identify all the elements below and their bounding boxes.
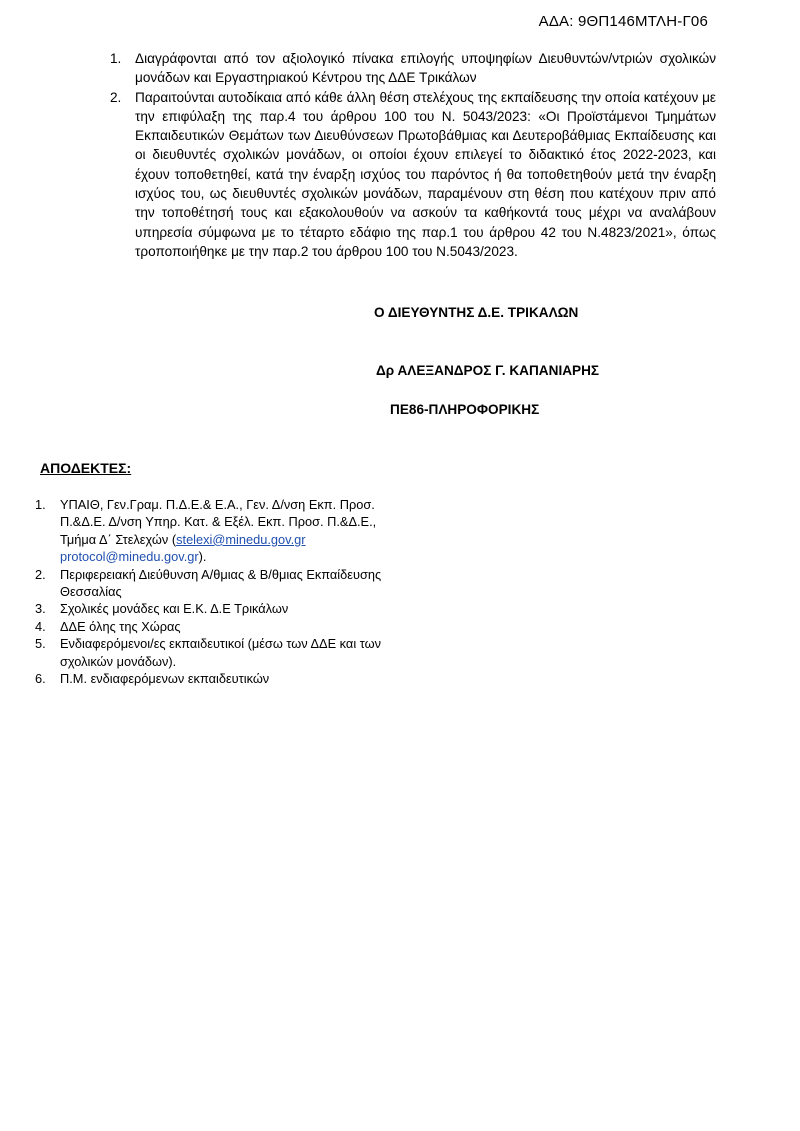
recipient-number: 5. xyxy=(35,636,46,652)
recipient-item xyxy=(35,496,390,566)
signatory-name: Δρ ΑΛΕΞΑΝΔΡΟΣ Γ. ΚΑΠΑΝΙΑΡΗΣ xyxy=(376,363,600,378)
recipient-text: Σχολικές μονάδες και Ε.Κ. Δ.Ε Τρικάλων xyxy=(60,601,289,617)
decision-item-number: 2. xyxy=(110,89,122,105)
recipient-item xyxy=(35,670,390,687)
decision-item xyxy=(110,88,716,262)
decision-item xyxy=(110,49,716,88)
recipient-number: 1. xyxy=(35,497,46,512)
signatory-role: Ο ΔΙΕΥΘΥΝΤΗΣ Δ.Ε. ΤΡΙΚΑΛΩΝ xyxy=(374,305,579,320)
recipient-item xyxy=(35,566,390,601)
recipient-number: 3. xyxy=(35,601,46,617)
recipient-item xyxy=(35,600,390,617)
email-link-protocol[interactable]: protocol@minedu.gov.gr xyxy=(60,549,199,565)
recipient-line: Τμήμα Δ΄ Στελεχών ( xyxy=(60,531,177,547)
decision-item-text: Παραιτούνται αυτοδίκαια από κάθε άλλη θέση στελέχους της εκπαίδευσης την οποία κατέχουν με την επιφύλαξη της παρ.4 του άρθρου 100 του Ν. 5043/2023: «Οι Προϊστάμενοι Τμημάτων Εκπαιδευτικών Θεμάτων των Διευθύνσεων Πρωτοβάθμιας και Δευτεροβάθμιας Εκπαίδευσης και οι διευθυντές σχολικών μονάδων, οι οποίοι έχουν επιλεγεί το διδακτικό έτος 2022-2023, και έχουν τοποθετηθεί, κατά την έναρξη ισχύος του παρόντος ή θα τοποθετηθούν μετά την έναρξη ισχύος του, ως διευθυντές σχολικών μονάδων, παραμένουν στη θέση που κατέχουν πριν από την τοποθέτησή τους και εξακολουθούν να ασκούν τα καθήκοντά τους μέχρι να αναλάβουν υπηρεσία σύμφωνα με το τέταρτο εδάφιο της παρ.1 του άρθρου 42 του Ν.4823/2021», όπως τροποποιήθηκε με την παρ.2 του άρθρου 100 του Ν.5043/2023. xyxy=(135,89,716,259)
ada-code: ΑΔΑ: 9ΘΠ146ΜΤΛΗ-Γ06 xyxy=(538,13,708,30)
recipient-text: Ενδιαφερόμενοι/ες εκπαιδευτικοί (μέσω των ΔΔΕ και των σχολικών μονάδων). xyxy=(60,636,381,669)
recipients-title: ΑΠΟΔΕΚΤΕΣ: xyxy=(40,460,132,476)
recipient-number: 6. xyxy=(35,671,46,687)
recipient-item xyxy=(35,635,390,670)
recipient-number: 4. xyxy=(35,618,46,634)
signatory-specialty: ΠΕ86-ΠΛΗΡΟΦΟΡΙΚΗΣ xyxy=(390,402,540,417)
recipient-text: Π.Μ. ενδιαφερόμενων εκπαιδευτικών xyxy=(60,671,270,687)
recipient-item xyxy=(35,618,390,635)
recipient-suffix: ). xyxy=(198,549,207,565)
decision-item-number: 1. xyxy=(110,51,122,66)
email-link-stelexi[interactable]: stelexi@minedu.gov.gr xyxy=(176,531,306,547)
recipient-line: Π.&Δ.Ε. Δ/νση Υπηρ. Κατ. & Εξέλ. Εκπ. Προσ. Π.&Δ.Ε., xyxy=(60,514,377,530)
recipient-text: ΔΔΕ όλης της Χώρας xyxy=(60,618,181,634)
recipient-text: Περιφερειακή Διεύθυνση Α/θμιας & Β/θμιας Εκπαίδευσης Θεσσαλίας xyxy=(60,566,382,600)
recipient-line: ΥΠΑΙΘ, Γεν.Γραμ. Π.Δ.Ε.& Ε.Α., Γεν. Δ/νση Εκπ. Προσ. xyxy=(60,497,375,512)
recipient-number: 2. xyxy=(35,566,46,582)
recipients-list xyxy=(35,496,390,687)
decision-item-text: Διαγράφονται από τον αξιολογικό πίνακα επιλογής υποψηφίων Διευθυντών/ντριών σχολικών μονάδων και Εργαστηριακού Κέντρου της ΔΔΕ Τρικάλων xyxy=(135,51,716,86)
decision-list xyxy=(110,49,716,261)
